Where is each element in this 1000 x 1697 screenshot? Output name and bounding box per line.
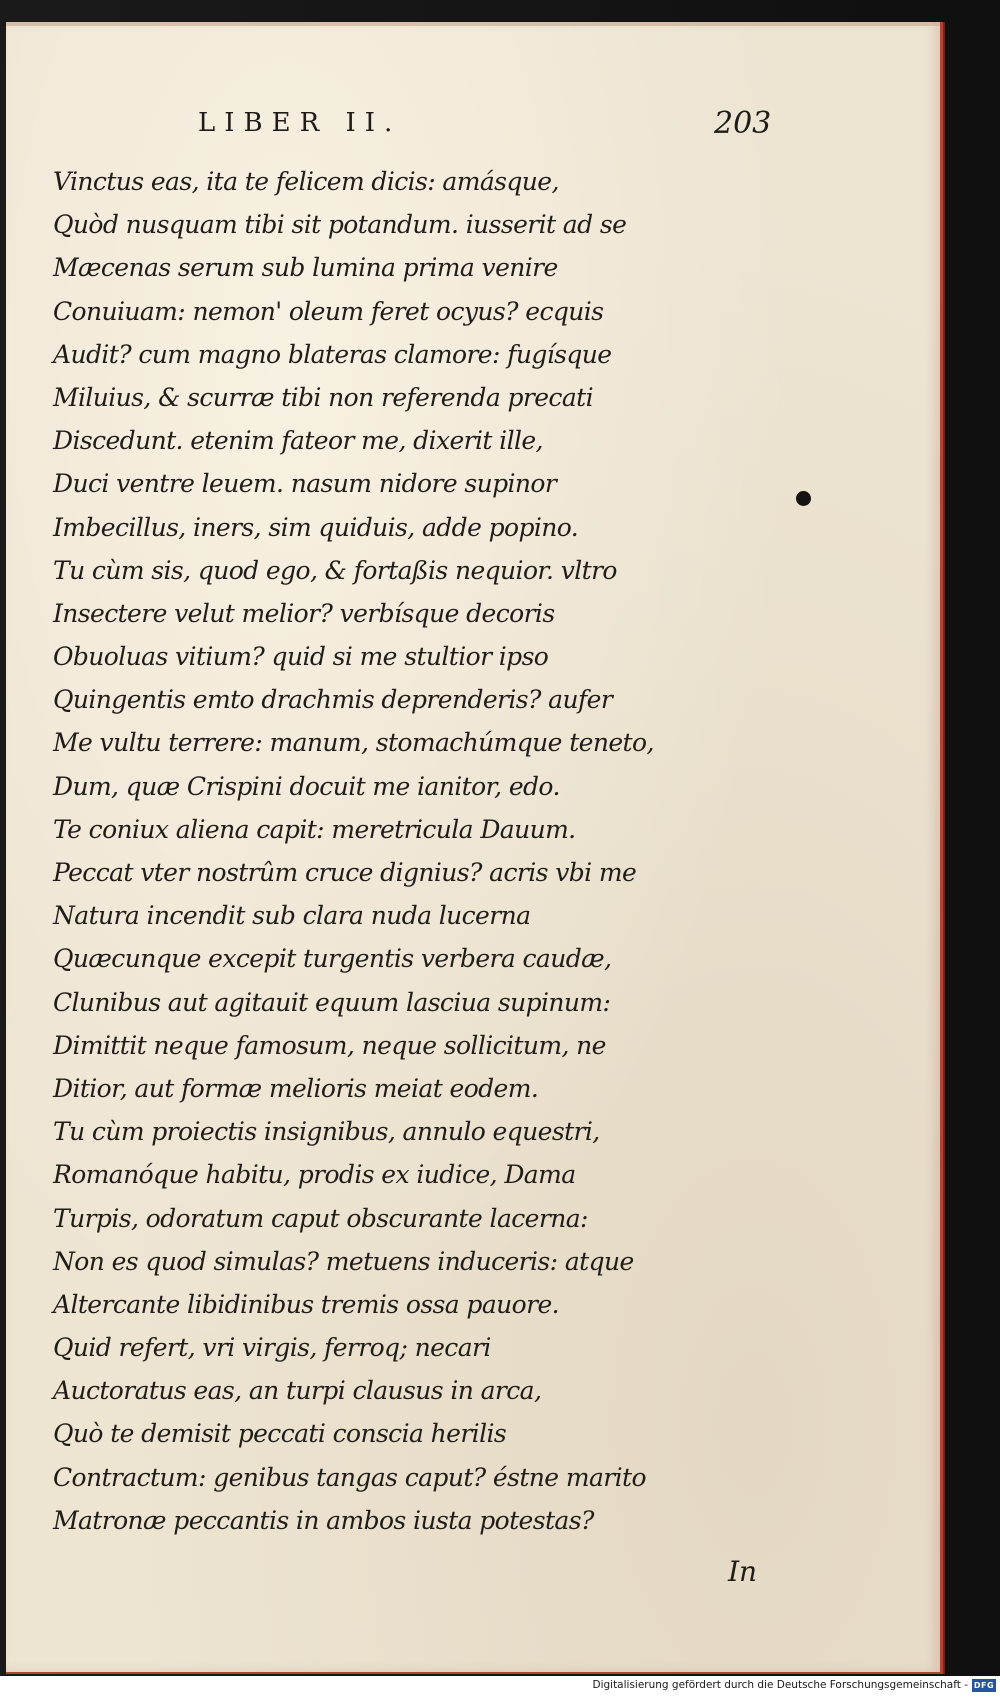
running-head: LIBER II. [198,108,402,138]
verse-line: Non es quod simulas? metuens induceris: atque [53,1246,634,1276]
verse-line: Quòd nusquam tibi sit potandum. iusserit ad se [53,210,627,240]
verse-line: Miluius, & scurræ tibi non referenda precati [53,382,593,412]
verse-line: Quò te demisit peccati conscia herilis [53,1419,507,1449]
verse-line: Tu cùm proiectis insignibus, annulo equestri, [53,1117,600,1147]
verse-line: Turpis, odoratum caput obscurante lacerna: [53,1203,588,1233]
verse-line: Me vultu terrere: manum, stomachúmque teneto, [53,728,654,758]
verse-line: Audit? cum magno blateras clamore: fugísque [53,339,612,369]
catchword: In [728,1555,758,1588]
page-number: 203 [714,106,772,141]
verse-line: Vinctus eas, ita te felicem dicis: amásque, [53,167,559,196]
verse-text [53,160,654,1542]
dfg-logo-icon: DFG [973,1681,995,1690]
verse-line: Auctoratus eas, an turpi clausus in arca, [53,1376,542,1406]
verse-line: Altercante libidinibus tremis ossa pauore. [53,1289,559,1319]
verse-line: Insectere velut melior? verbísque decoris [53,598,555,628]
verse-line: Quid refert, vri virgis, ferroq; necari [53,1333,491,1363]
verse-line: Tu cùm sis, quod ego, & fortaßis nequior. vltro [53,555,617,585]
verse-line: Dum, quæ Crispini docuit me ianitor, edo. [53,771,560,801]
verse-line: Contractum: genibus tangas caput? éstne marito [53,1462,646,1492]
ink-spot [796,491,811,506]
verse-line: Quæcunque excepit turgentis verbera caudæ, [53,944,612,974]
verse-line: Mæcenas serum sub lumina prima venire [53,253,558,283]
verse-line: Conuiuam: nemon' oleum feret ocyus? ecquis [53,296,604,326]
verse-line: Romanóque habitu, prodis ex iudice, Dama [53,1160,576,1190]
verse-line: Quingentis emto drachmis deprenderis? aufer [53,685,613,715]
verse-line: Te coniux aliena capit: meretricula Dauum. [53,814,576,844]
verse-line: Natura incendit sub clara nuda lucerna [53,901,531,931]
page-top-edge [6,22,940,26]
verse-line: Peccat vter nostrûm cruce dignius? acris vbi me [53,858,637,887]
verse-line: Duci ventre leuem. nasum nidore supinor [53,469,557,499]
verse-line: Matronæ peccantis in ambos iusta potestas? [53,1505,594,1535]
verse-line: Clunibus aut agitauit equum lasciua supinum: [53,987,611,1017]
verse-line: Obuoluas vitium? quid si me stultior ipso [53,642,549,672]
verse-line: Imbecillus, iners, sim quiduis, adde popino. [53,512,579,542]
verse-line: Dimittit neque famosum, neque sollicitum, ne [53,1030,606,1060]
verse-line: Discedunt. etenim fateor me, dixerit ille, [53,426,543,456]
funding-credit: Digitalisierung gefördert durch die Deutsche Forschungsgemeinschaft - [592,1679,968,1691]
verse-line: Ditior, aut formæ melioris meiat eodem. [53,1073,539,1103]
